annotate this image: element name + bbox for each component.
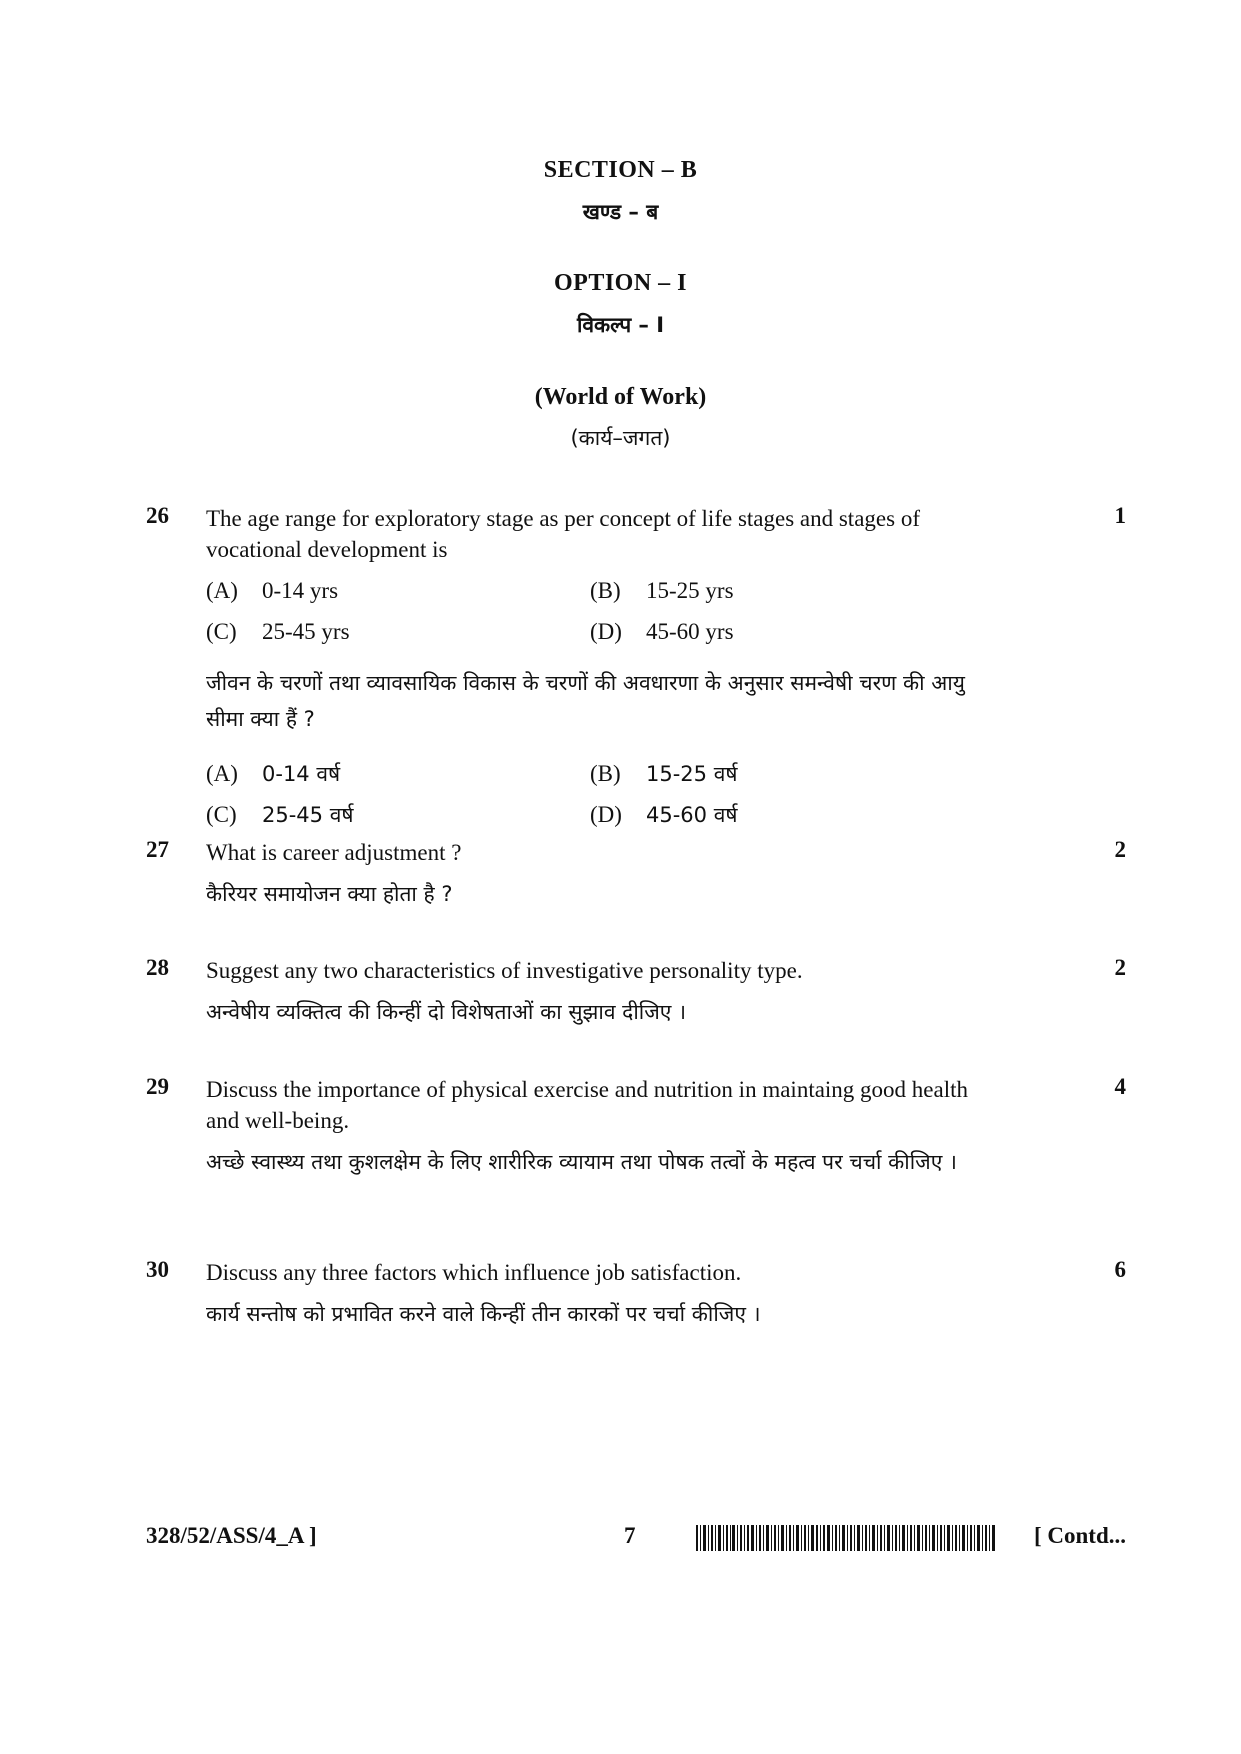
question-marks: 2 bbox=[1114, 837, 1126, 862]
option-text: 25-45 वर्ष bbox=[262, 803, 354, 827]
section-title-hindi: खण्ड – ब bbox=[582, 200, 659, 224]
option-label: (C) bbox=[206, 802, 237, 827]
question-number: 27 bbox=[146, 837, 169, 862]
question-text-english: Discuss any three factors which influence job satisfaction. bbox=[206, 1260, 742, 1285]
section-title: SECTION – B bbox=[543, 157, 698, 183]
option-label: (B) bbox=[590, 578, 621, 603]
question-text-hindi: कार्य सन्तोष को प्रभावित करने वाले किन्हीं तीन कारकों पर चर्चा कीजिए । bbox=[206, 1302, 761, 1326]
question-text-hindi: जीवन के चरणों तथा व्यावसायिक विकास के चरणों की अवधारणा के अनुसार समन्वेषी चरण की आयु सीमा क्या हैं ? bbox=[206, 671, 965, 731]
options-hindi bbox=[206, 758, 1006, 840]
question-marks: 6 bbox=[1114, 1257, 1126, 1282]
question-body bbox=[206, 503, 1006, 840]
option-text: 45-60 वर्ष bbox=[646, 803, 738, 827]
paper-code: 328/52/ASS/4_A ] bbox=[146, 1523, 317, 1548]
page-footer bbox=[146, 1523, 1126, 1563]
option-a bbox=[206, 575, 338, 606]
barcode-icon bbox=[696, 1525, 996, 1551]
option-label: (A) bbox=[206, 761, 238, 786]
question-text-hindi: अच्छे स्वास्थ्य तथा कुशलक्षेम के लिए शारीरिक व्यायाम तथा पोषक तत्वों के महत्व पर चर्चा कीजिए । bbox=[206, 1150, 957, 1174]
option-text: 0-14 yrs bbox=[262, 578, 339, 603]
option-label: (B) bbox=[590, 761, 621, 786]
option-title-hindi: विकल्प – I bbox=[576, 313, 665, 337]
question-number: 30 bbox=[146, 1257, 169, 1282]
question-body bbox=[206, 837, 1006, 933]
question-text-english: The age range for exploratory stage as per concept of life stages and stages of vocational development is bbox=[206, 506, 920, 562]
question-marks: 1 bbox=[1114, 503, 1126, 528]
option-label: (D) bbox=[590, 619, 622, 644]
question-number: 28 bbox=[146, 955, 169, 980]
question-body bbox=[206, 955, 1006, 1051]
option-text: 25-45 yrs bbox=[262, 619, 350, 644]
question-marks: 4 bbox=[1114, 1074, 1126, 1099]
question-body bbox=[206, 1074, 1006, 1201]
question-number: 29 bbox=[146, 1074, 169, 1099]
option-text: 0-14 वर्ष bbox=[262, 762, 341, 786]
page-number: 7 bbox=[624, 1523, 636, 1548]
option-label: (D) bbox=[590, 802, 622, 827]
continued-label: [ Contd... bbox=[1033, 1523, 1126, 1548]
option-a-hindi bbox=[206, 758, 340, 790]
question-text-english: Suggest any two characteristics of investigative personality type. bbox=[206, 958, 803, 983]
option-c-hindi bbox=[206, 799, 354, 831]
option-text: 45-60 yrs bbox=[646, 619, 734, 644]
option-d bbox=[590, 616, 734, 647]
question-text-english: What is career adjustment ? bbox=[206, 840, 462, 865]
option-b bbox=[590, 575, 734, 606]
question-marks: 2 bbox=[1114, 955, 1126, 980]
question-body bbox=[206, 1257, 1006, 1353]
option-c bbox=[206, 616, 350, 647]
option-text: 15-25 वर्ष bbox=[646, 762, 738, 786]
question-text-hindi: कैरियर समायोजन क्या होता है ? bbox=[206, 882, 453, 906]
subject-title: (World of Work) bbox=[534, 384, 707, 410]
question-text-english: Discuss the importance of physical exercise and nutrition in maintaing good health and well-being. bbox=[206, 1077, 968, 1133]
option-label: (A) bbox=[206, 578, 238, 603]
question-number: 26 bbox=[146, 503, 169, 528]
option-b-hindi bbox=[590, 758, 738, 790]
subject-title-hindi: (कार्य–जगत) bbox=[570, 426, 671, 450]
option-title: OPTION – I bbox=[553, 270, 687, 296]
option-label: (C) bbox=[206, 619, 237, 644]
options-english bbox=[206, 575, 1006, 657]
option-text: 15-25 yrs bbox=[646, 578, 734, 603]
question-text-hindi: अन्वेषीय व्यक्तित्व की किन्हीं दो विशेषताओं का सुझाव दीजिए । bbox=[206, 1000, 687, 1024]
option-d-hindi bbox=[590, 799, 738, 831]
